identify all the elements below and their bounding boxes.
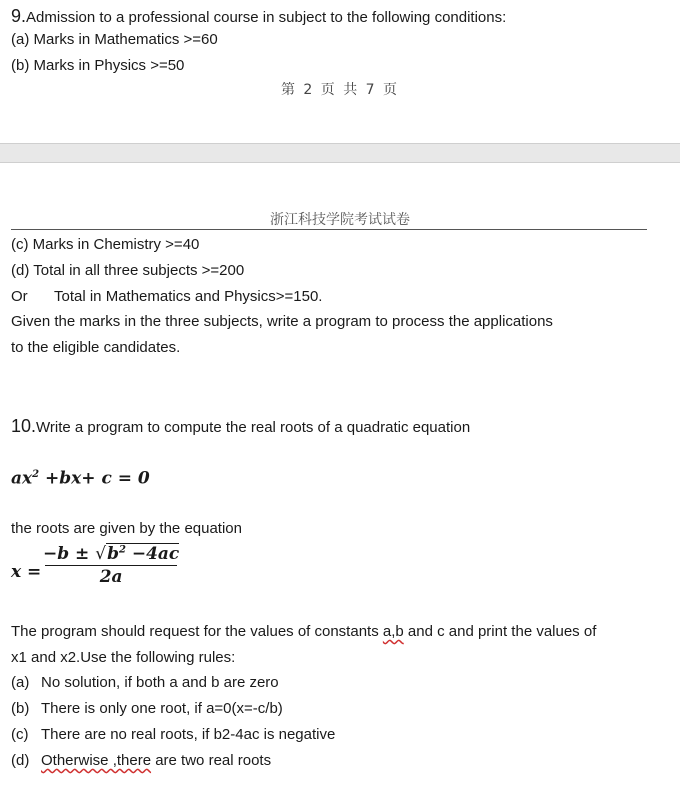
eq-ax: ax [11, 468, 33, 489]
eq-exponent: 2 [32, 469, 40, 480]
request-post: and c and print the values of [403, 623, 597, 640]
rule-a [11, 673, 279, 693]
formula-numerator [41, 544, 181, 565]
roots-intro: the roots are given by the equation [11, 520, 242, 537]
header-rule [11, 229, 647, 230]
page-footer: 第 2 页 共 7 页 [280, 82, 400, 98]
formula-lhs: x = [11, 562, 42, 582]
rule-d-text-pre: Otherwise ,there [41, 752, 152, 769]
request-line-2: x1 and x2.Use the following rules: [11, 649, 236, 666]
rule-d-label: (d) [11, 752, 30, 769]
q9-heading [11, 6, 506, 28]
condition-a: (a) Marks in Mathematics >=60 [11, 31, 218, 48]
q10-number: 10. [11, 416, 37, 436]
num-prefix: −b ± [43, 544, 96, 564]
or-line [11, 287, 322, 307]
quadratic-formula [41, 544, 181, 587]
q10-heading [11, 416, 470, 438]
rule-c-text: There are no real roots, if b2-4ac is negative [41, 726, 336, 743]
page-gap [0, 143, 680, 163]
q10-text: Write a program to compute the real roots of a quadratic equation [36, 419, 471, 436]
radical-sign: √ [95, 544, 107, 564]
condition-b: (b) Marks in Physics >=50 [11, 57, 185, 74]
given-line-2: to the eligible candidates. [11, 339, 181, 356]
rule-c [11, 725, 335, 745]
given-line-1: Given the marks in the three subjects, write a program to process the applications [11, 313, 553, 330]
rule-a-label: (a) [11, 674, 30, 691]
rule-c-label: (c) [11, 726, 29, 743]
radicand-exponent: 2 [118, 544, 126, 556]
condition-d: (d) Total in all three subjects >=200 [11, 262, 245, 279]
request-pre: The program should request for the values of constants [11, 623, 383, 640]
rule-a-text: No solution, if both a and b are zero [41, 674, 279, 691]
rule-d-text-post: are two real roots [151, 752, 272, 769]
rule-b-text: There is only one root, if a=0(x=-c/b) [41, 700, 283, 717]
rule-b-label: (b) [11, 700, 30, 717]
request-line-1 [11, 622, 596, 642]
q9-text: Admission to a professional course in subject to the following conditions: [26, 9, 507, 26]
formula-denominator: 2a [99, 567, 123, 587]
condition-c: (c) Marks in Chemistry >=40 [11, 236, 200, 253]
q9-number: 9. [11, 6, 27, 26]
rule-d [11, 751, 271, 771]
request-abc: a,b [382, 623, 404, 640]
radicand-rest: −4ac [125, 544, 180, 564]
eq-rest: +bx+ c = 0 [39, 468, 150, 489]
rule-b [11, 699, 283, 719]
radicand [106, 543, 179, 564]
or-label: Or [11, 288, 28, 305]
radicand-b: b [107, 544, 119, 564]
or-text: Total in Mathematics and Physics>=150. [54, 288, 323, 305]
page-header: 浙江科技学院考试试卷 [270, 212, 410, 228]
quadratic-equation [11, 465, 150, 489]
